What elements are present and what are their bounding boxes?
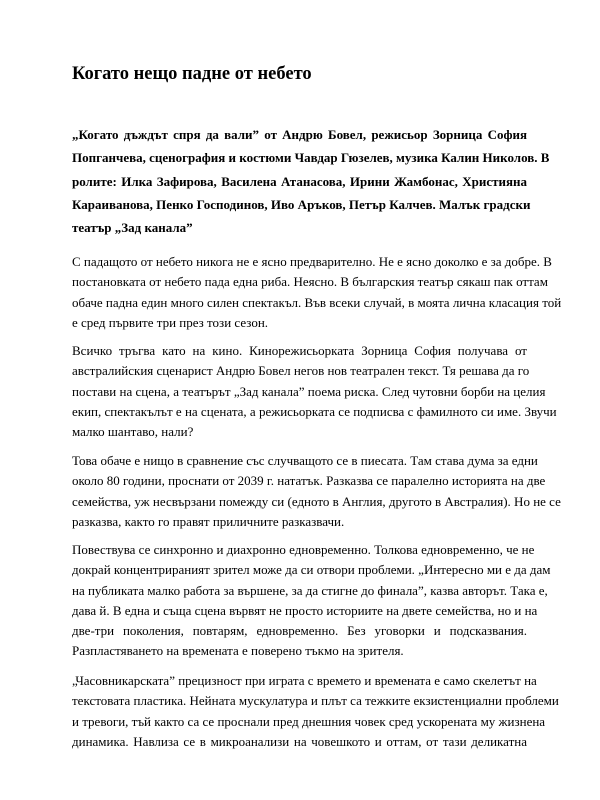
text-line: екип, спектакълът е на сцената, а режисьорката се подписва с фамилното си име. Звучи	[72, 403, 557, 419]
paragraph-4	[72, 540, 551, 662]
paragraph-3	[72, 451, 561, 532]
text-line: докрай концентрираният зрител може да си отвори проблеми. „Интересно ми е да дам	[72, 562, 551, 578]
text-line: динамика. Навлиза се в микроанализи на човешкото и оттам, от тази деликатна	[72, 733, 527, 749]
text-line: текстовата пластика. Нейната мускулатура и плът са тежките екзистенциални проблеми	[72, 693, 559, 709]
text-line: Разпластяването на времената е поверено тъкмо на зрителя.	[72, 643, 404, 659]
text-line: С падащото от небето никога не е ясно предварително. Не е ясно доколко е за добре. В	[72, 254, 552, 269]
paragraph-1	[72, 252, 562, 333]
text-line: семейства, уж несвързани помежду си (едното в Англия, другото в Австралия). Но не се	[72, 493, 561, 509]
text-line: разказва, както го правят приличните разказвачи.	[72, 513, 345, 529]
text-line: и тревоги, тъй както са се проснали пред днешния човек сред ускорената му жизнена	[72, 713, 546, 729]
lead-line: театър „Зад канала”	[72, 220, 193, 236]
text-line: Всичко тръгва като на кино. Кинорежисьорката Зорница София получава от	[72, 343, 527, 358]
text-line: дава й. В една и съща сцена вървят не просто историите на двете семейства, но и на	[72, 602, 538, 618]
text-line: на публиката малко работа за вършене, за да стигне до финала”, казва авторът. Така е,	[72, 582, 548, 598]
paragraph-2	[72, 341, 557, 442]
text-line: около 80 години, проснати от 2039 г. нататък. Разказва се паралелно историята на две	[72, 473, 546, 489]
text-line: обаче падна един много силен спектакъл. Във всеки случай, в моята лична класация той	[72, 294, 562, 310]
text-line: Това обаче е нищо в сравнение със случващото се в пиесата. Там става дума за едни	[72, 453, 538, 468]
lead-line: „Когато дъждът спря да вали” от Андрю Бовел, режисьор Зорница София	[72, 127, 527, 142]
article-lead	[72, 123, 550, 239]
text-line: малко шантаво, нали?	[72, 424, 194, 440]
lead-line: ролите: Илка Зафирова, Василена Атанасова, Ирини Жамбонас, Християна	[72, 173, 527, 189]
lead-line: Караиванова, Пенко Господинов, Иво Аръков, Петър Калчев. Малък градски	[72, 196, 531, 212]
text-line: постановката от небето пада една риба. Неясно. В българския театър сякаш пак оттам	[72, 274, 548, 290]
article-title: Когато нещо падне от небето	[72, 64, 312, 84]
text-line: „Часовникарската” прецизност при играта с времето и времената е само скелетът на	[72, 673, 537, 688]
text-line: австралийския сценарист Андрю Бовел негов нов театрален текст. Тя решава да го	[72, 363, 530, 379]
paragraph-5	[72, 671, 559, 752]
lead-line: Попганчева, сценография и костюми Чавдар Гюзелев, музика Калин Николов. В	[72, 150, 550, 166]
text-line: постави на сцена, а театърът „Зад канала” поема риска. След чутовни борби на целия	[72, 383, 546, 399]
text-line: две-три поколения, повтарям, едновременно. Без уговорки и подсказвания.	[72, 623, 527, 639]
text-line: Повествува се синхронно и диахронно едновременно. Толкова едновременно, че не	[72, 542, 535, 557]
text-line: е сред първите три през този сезон.	[72, 314, 269, 330]
